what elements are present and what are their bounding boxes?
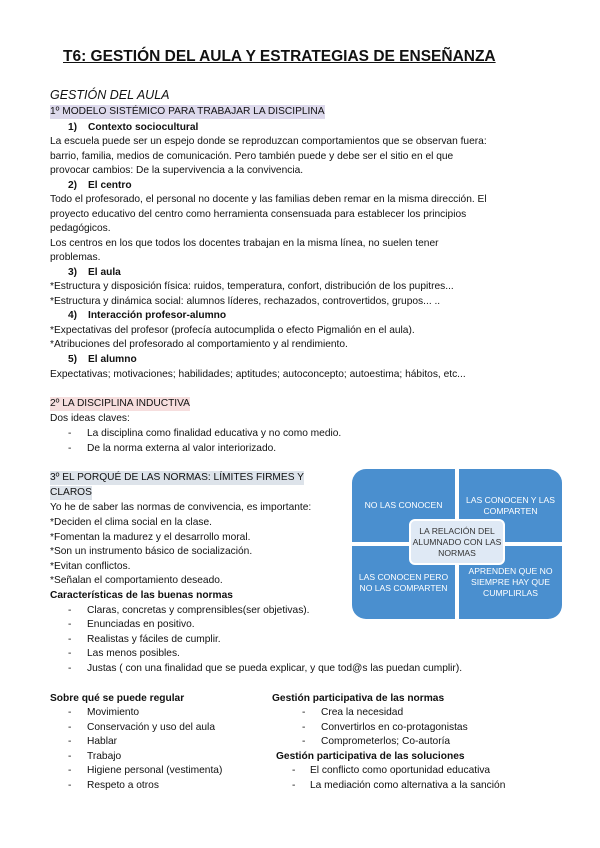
list-item: Justas ( con una finalidad que se pueda explicar, y que tod@s las puedan cumplir).	[87, 663, 463, 674]
list-item: *Señalan el comportamiento deseado.	[50, 575, 223, 586]
paragraph-line: Todo el profesorado, el personal no docente y las familias deben remar en la misma dirección. El	[50, 194, 487, 205]
list-item: La mediación como alternativa a la sanción	[310, 780, 506, 791]
list-item: *Fomentan la madurez y el desarrollo moral.	[50, 532, 251, 543]
paragraph-line: Yo he de saber las normas de convivencia, es importante:	[50, 502, 312, 513]
list-item: Realistas y fáciles de cumplir.	[87, 634, 221, 645]
bullet-dash: -	[68, 619, 72, 630]
paragraph-line: *Atribuciones del profesorado al comportamiento y al rendimiento.	[50, 339, 348, 350]
list-item: Respeto a otros	[87, 780, 159, 791]
subheading-porque-normas: 3º EL PORQUÉ DE LAS NORMAS: LÍMITES FIRMES Y	[50, 472, 304, 483]
item-number: 3)	[68, 267, 78, 278]
gestion-normas-title: Gestión participativa de las normas	[272, 693, 445, 704]
item-title: El centro	[88, 180, 132, 191]
diagram-quadrant-bottom-left: LAS CONOCEN PERO NO LAS COMPARTEN	[352, 546, 455, 619]
bullet-dash: -	[68, 751, 72, 762]
item-title: El aula	[88, 267, 121, 278]
paragraph-line: Expectativas; motivaciones; habilidades; aptitudes; autoconcepto; autoestima; hábitos, etc...	[50, 369, 466, 380]
list-item: Movimiento	[87, 707, 140, 718]
paragraph-line: pedagógicos.	[50, 223, 111, 234]
paragraph-line: Los centros en los que todos los docentes trabajan en la misma línea, no suelen tener	[50, 238, 439, 249]
item-number: 2)	[68, 180, 78, 191]
paragraph-line: *Estructura y disposición física: ruidos, temperatura, confort, distribución de los pupitres...	[50, 281, 454, 292]
item-number: 5)	[68, 354, 78, 365]
norms-relationship-diagram	[352, 469, 562, 619]
bullet-dash: -	[68, 722, 72, 733]
paragraph-line: *Estructura y dinámica social: alumnos líderes, rechazados, controvertidos, grupos... ..	[50, 296, 441, 307]
list-item: El conflicto como oportunidad educativa	[310, 765, 491, 776]
bullet-dash: -	[302, 736, 306, 747]
bullet-dash: -	[292, 765, 296, 776]
subheading-modelo-sistemico: 1º MODELO SISTÉMICO PARA TRABAJAR LA DISCIPLINA	[50, 106, 325, 117]
paragraph-line: problemas.	[50, 252, 101, 263]
bullet-dash: -	[68, 736, 72, 747]
diagram-quadrant-top-right: LAS CONOCEN Y LAS COMPARTEN	[459, 469, 562, 542]
bullet-dash: -	[68, 765, 72, 776]
list-item: Trabajo	[87, 751, 122, 762]
list-item: Conservación y uso del aula	[87, 722, 215, 733]
item-number: 4)	[68, 310, 78, 321]
list-item: Crea la necesidad	[321, 707, 404, 718]
gestion-soluciones-title: Gestión participativa de las soluciones	[276, 751, 465, 762]
bullet-dash: -	[302, 707, 306, 718]
list-item: *Son un instrumento básico de socialización.	[50, 546, 253, 557]
bullet-dash: -	[68, 428, 72, 439]
regular-title: Sobre qué se puede regular	[50, 693, 185, 704]
paragraph-line: proyecto educativo del centro como herramienta consensuada para establecer los principios	[50, 209, 467, 220]
list-item: Claras, concretas y comprensibles(ser objetivas).	[87, 605, 310, 616]
bullet-dash: -	[68, 605, 72, 616]
paragraph-line: provocar cambios: De la supervivencia a la convivencia.	[50, 165, 304, 176]
list-item: *Evitan conflictos.	[50, 561, 131, 572]
subheading-porque-normas-cont: CLAROS	[50, 487, 92, 498]
bullet-dash: -	[68, 634, 72, 645]
list-item: Convertirlos en co-protagonistas	[321, 722, 468, 733]
bullet-dash: -	[68, 663, 72, 674]
bullet-dash: -	[68, 780, 72, 791]
list-item: Higiene personal (vestimenta)	[87, 765, 223, 776]
item-title: El alumno	[88, 354, 137, 365]
list-item: De la norma externa al valor interiorizado.	[87, 443, 277, 454]
item-number: 1)	[68, 122, 78, 133]
diagram-quadrant-top-left: NO LAS CONOCEN	[352, 469, 455, 542]
list-item: Comprometerlos; Co-autoría	[321, 736, 451, 747]
bullet-dash: -	[302, 722, 306, 733]
bullet-dash: -	[68, 443, 72, 454]
section-heading-gestion-aula: GESTIÓN DEL AULA	[50, 88, 170, 102]
page-title: T6: GESTIÓN DEL AULA Y ESTRATEGIAS DE ENSEÑANZA	[63, 48, 496, 65]
bullet-dash: -	[292, 780, 296, 791]
list-item: Las menos posibles.	[87, 648, 180, 659]
features-title: Características de las buenas normas	[50, 590, 233, 601]
bullet-dash: -	[68, 648, 72, 659]
subheading-disciplina-inductiva: 2º LA DISCIPLINA INDUCTIVA	[50, 398, 190, 409]
item-title: Contexto sociocultural	[88, 122, 199, 133]
item-title: Interacción profesor-alumno	[88, 310, 227, 321]
list-item: La disciplina como finalidad educativa y no como medio.	[87, 428, 342, 439]
bullet-dash: -	[68, 707, 72, 718]
list-item: Enunciadas en positivo.	[87, 619, 195, 630]
paragraph-line: La escuela puede ser un espejo donde se reproduzcan comportamientos que se observan fuera:	[50, 136, 487, 147]
paragraph-line: *Expectativas del profesor (profecía autocumplida o efecto Pigmalión en el aula).	[50, 325, 415, 336]
diagram-center: LA RELACIÓN DEL ALUMNADO CON LAS NORMAS	[409, 519, 505, 565]
paragraph-line: Dos ideas claves:	[50, 413, 130, 424]
paragraph-line: barrio, familia, medios de comunicación. Pero también puede y debe ser el sitio en el que	[50, 151, 454, 162]
list-item: *Deciden el clima social en la clase.	[50, 517, 212, 528]
diagram-quadrant-bottom-right: APRENDEN QUE NO SIEMPRE HAY QUE CUMPLIRLAS	[459, 546, 562, 619]
list-item: Hablar	[87, 736, 118, 747]
